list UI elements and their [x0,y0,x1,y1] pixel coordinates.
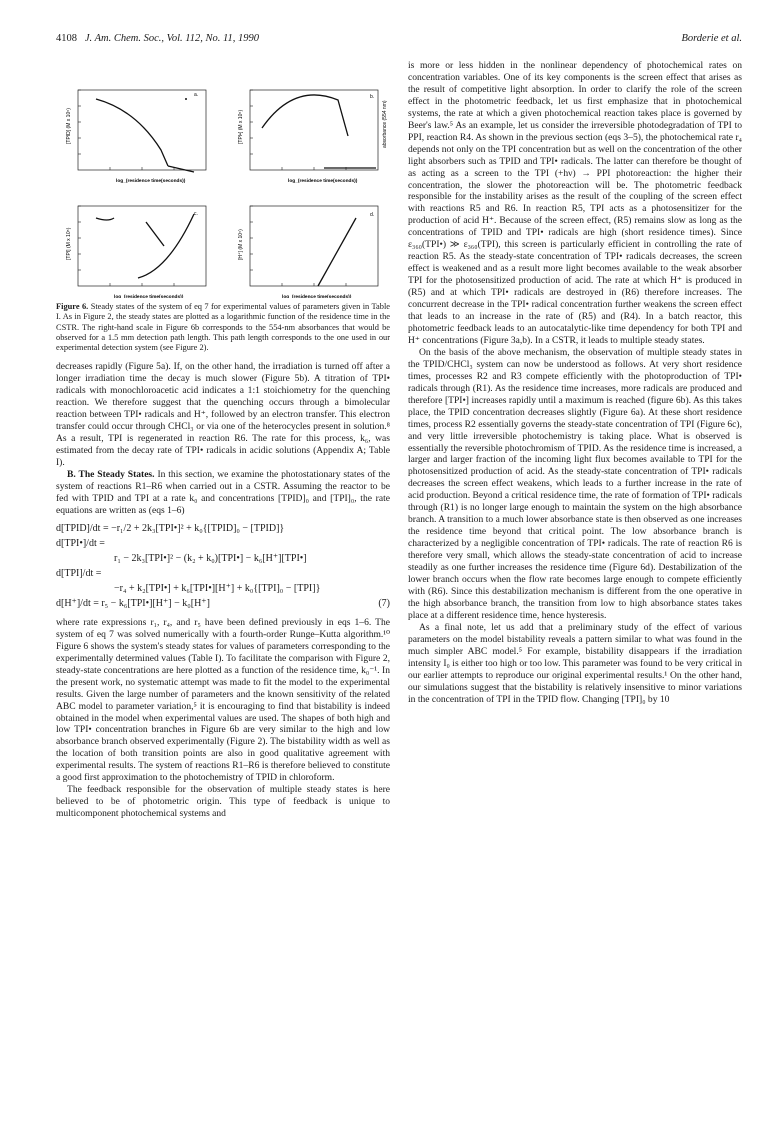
panel-c-label: c. [194,211,198,217]
section-heading: B. The Steady States. [67,469,155,481]
panel-d [238,206,378,298]
page-number: 4108 [56,33,77,44]
header-authors: Borderie et al. [681,33,742,44]
header-left [56,33,259,44]
left-paragraph-3: where rate expressions r₁, r₄, and r₅ have been defined previously in eqs 1–6. The system of eq 7 was solved numerically with a fourth-order Runge–Kutta algorithm.¹⁰ Figure 6 shows the system's steady states for values of parameters corresponding to the experimentally determined values (Table I). To facilitate the comparison with Figure 2, steady-state concentrations are here plotted as a function of the residence time, k₀⁻¹. In the present work, no systematic attempt was made to fit the model to the experimental results. Given the large number of parameters and the known sensitivity of the related ABC model to parameter variation,⁵ it is encouraging to find that bistability is indeed obtained in the model when experimental values are used. The shapes of both high and low TPI• concentration branches in Figure 6b are very similar to the high and low absorbance branch observed experimentally (Figure 2). The bistability width as well as the location of both transition points are also in good qualitative agreement with experimental results. The system of reactions R1–R6 is therefore believed to constitute a good first approximation to the photochemistry of TPID in chloroform. [56,616,390,784]
left-paragraph-2 [56,469,390,517]
panel-a-xlabel: log_(residence time(seconds)) [116,179,186,184]
equation-line-3a: d[TPI]/dt = [56,567,102,579]
caption-label: Figure 6. [56,302,89,311]
left-paragraph-4: The feedback responsible for the observation of multiple steady states is here believed to be of photometric origin. This type of feedback is unique to multicomponent photochemical systems and [56,784,390,820]
equation-line-2b: r₁ − 2k₃[TPI•]² − (k₂ + k₀)[TPI•] − k₆[H⁺][TPI•] [114,552,307,564]
panel-a [66,90,206,184]
panel-b-ylabel: [TPI•] (M x 10⁵) [238,109,244,144]
section-text: In this section, we examine the photostationary states of the system of reactions R1–R6 when carried out in a CSTR. Assuming the reactor to be fed with TPID and TPI at a rate k₀ and concentrations [TPID]₀ and [TPI]₀, the rate equations are written as (eqs 1–6) [56,469,390,516]
equation-7 [56,522,390,612]
equation-line-1: d[TPID]/dt = −r₁/2 + 2k₃[TPI•]² + k₀{[TPID]₀ − [TPID]} [56,522,285,534]
left-paragraph-1: decreases rapidly (Figure 5a). If, on the other hand, the irradiation is turned off after a longer irradiation time the decay is much slower (Figure 5b). A titration of TPI• radicals with monochloroacetic acid indicates a 1:1 stoichiometry for the quenching reaction. We therefore suggest that the quenching occurs through a bimolecular reaction between TPI• radicals and H⁺, followed by an electron transfer. This electron transfer could occur through CHCl₃ or via one of the heterocycles present in solution.⁸ As a result, TPI is regenerated in reaction R6. The rate for this process, k₆, was estimated from the decay rate of TPI• radicals in acidic solutions (Appendix A; Table I). [56,361,390,469]
right-paragraph-1: is more or less hidden in the nonlinear dependency of photochemical rates on concentration variables. One of its key components is the screen effect that arises as the result of competitive light absorption. In order to clarify the role of the screen effect in the photometric feedback, let us first emphasize that in photochemical systems, the rate at which a given photochemical reaction takes place is governed by Beer's law.⁵ As an example, let us consider the irreversible photodegradation of TPI to PPI, reaction R4. As shown in the previous section (eqs 3–5), the photochemical rate r₄ depends not only on the TPI concentration but as well on the concentration of the other light absorbers such as TPID and TPI• radicals. The latter can therefore be thought of as acting as a screen to the TPI (+hν) → PPI photoreaction: the higher their concentration, the slower the photoreaction will be. The photometric feedback responsible for the instability arises as the result of the coupling of the screen effect with reactions R5 and R6. In reaction R5, TPI acts as a photosensitizer for the production of acid H⁺. Because of the screen effect, (R5) remains slow as long as the concentrations of TPID and TPI• radicals are high (short residence times). Since ε₃₆₀(TPI•) ≫ ε₃₆₀(TPI), this screen is particularly efficient in controlling the rate of reaction R5. As the steady-state concentration of TPI• radicals decreases, the screen effect is weakened and as a result more light becomes available to the weak absorber TPI for the photosensitized production of acid. The rate at which H⁺ is produced in (R5) and at which TPI• radicals are destroyed in (R6) therefore increases. The concurrent decrease in the TPI• radical concentration further weakens the screen effect that leads to an increase in the rate of (R5) and (R4). In a batch reactor, this photometric feedback leads to an autocatalytic-like time dependency for both TPI and H⁺ concentrations (Figure 3a,b). In a CSTR, it leads to multiple steady states. [408,60,742,346]
panel-c [66,206,206,298]
caption-text: Steady states of the system of eq 7 for experimental values of parameters given in Table I. As in Figure 2, the steady states are plotted as a logarithmic function of the residence time in the CSTR. The right-hand scale in Figure 6b corresponds to the 554-nm absorbances that would be observed for a 1.5 mm detection path length. This path length corresponds to the one used in our experimental detection system (see Figure 2). [56,302,390,353]
figure-caption [56,302,390,353]
left-column [56,60,390,820]
equation-line-2a: d[TPI•]/dt = [56,537,105,549]
panel-d-xlabel: log_(residence time(seconds)) [282,295,352,298]
panel-b-xlabel: log_(residence time(seconds)) [288,179,358,184]
right-paragraph-3: As a final note, let us add that a preliminary study of the effect of various parameters on the model bistability reveals a pattern similar to what was found in the much simpler ABC model.⁵ For example, bistability disappears if the irradiation intensity I₀ is either too high or too low. This parameter was found to be very critical in our earlier attempts to reproduce our original experimental results.¹ On the other hand, our simulations suggest that the bistability is relatively insensitive to minor variations in the concentration of TPI in the TPID flow. Changing [TPI]₀ by 10 [408,621,742,705]
right-column [408,60,742,705]
equation-line-4 [56,597,390,612]
panel-a-ylabel: [TPID] (M x 10⁵) [66,108,72,144]
panel-d-label: d. [370,212,375,218]
panel-b-ylabel-right: absorbance (554 nm) [382,100,388,148]
running-header [56,33,742,47]
panel-b-label: b. [370,94,375,100]
right-paragraph-2: On the basis of the above mechanism, the observation of multiple steady states in the TPID/CHCl₃ system can now be understood as follows. At very short residence times, processes R2 and R3 compete efficiently with the photoproduction of TPI• radicals through (R1). As the residence time increases, more radicals are produced and therefore [TPI•] increases rapidly until a maximum is reached (figure 6b). As this takes place, the TPID concentration decreases slightly (Figure 6a). At these short residence times, process R2 essentially governs the steady-state concentration of TPI (Figure 6c), and very little irreversible photochemistry is taking place. What is observed is essentially the reversible photochromism of TPID. As the residence time is increased, a larger and larger fraction of the incoming light flux becomes available to TPI for the photosensitized production of acid. As the steady-state concentration of TPI• radicals decreases the screen effect weakens, which leads to a further increase in the rate of acid production. Beyond a critical residence time, the rate of formation of TPI• radicals through (R1) is no longer large enough to maintain the system on the high absorbance branch. A transition to a much lower absorbance state is then observed as one increases the residence time beyond that critical point. The low absorbance branch is characterized by a negligible concentration of TPI• radicals. The rate of reaction R6 is therefore very small, which allows the steady-state concentration of acid to increase steadily as one further increases the residence time (Figure 6d). Destabilization of the lower branch occurs when the flow rate becomes large enough to compete efficiently with (R6). Since this destabilization mechanism is different from the one operative in the high absorbance branch, the transition from low to high absorbance states takes place at a different residence time, hence hysteresis. [408,346,742,621]
panel-d-ylabel: [H⁺] (M x 10⁵) [238,229,244,260]
panel-b [238,90,388,184]
equation-number: (7) [378,597,390,609]
journal-citation: J. Am. Chem. Soc., Vol. 112, No. 11, 1990 [84,33,259,44]
panel-c-ylabel: [TPI] (M x 10⁵) [66,227,72,260]
panel-a-label: a. [194,92,199,98]
figure-6 [56,60,390,298]
equation-line-4-text: d[H⁺]/dt = r₅ − k₆[TPI•][H⁺] − k₀[H⁺] [56,597,210,609]
panel-c-xlabel: log_(residence time(seconds)) [114,295,184,298]
equation-line-3b: −r₄ + k₂[TPI•] + k₆[TPI•][H⁺] + k₀{[TPI]₀ − [TPI]} [114,582,321,594]
figure-6-plots [56,60,390,298]
